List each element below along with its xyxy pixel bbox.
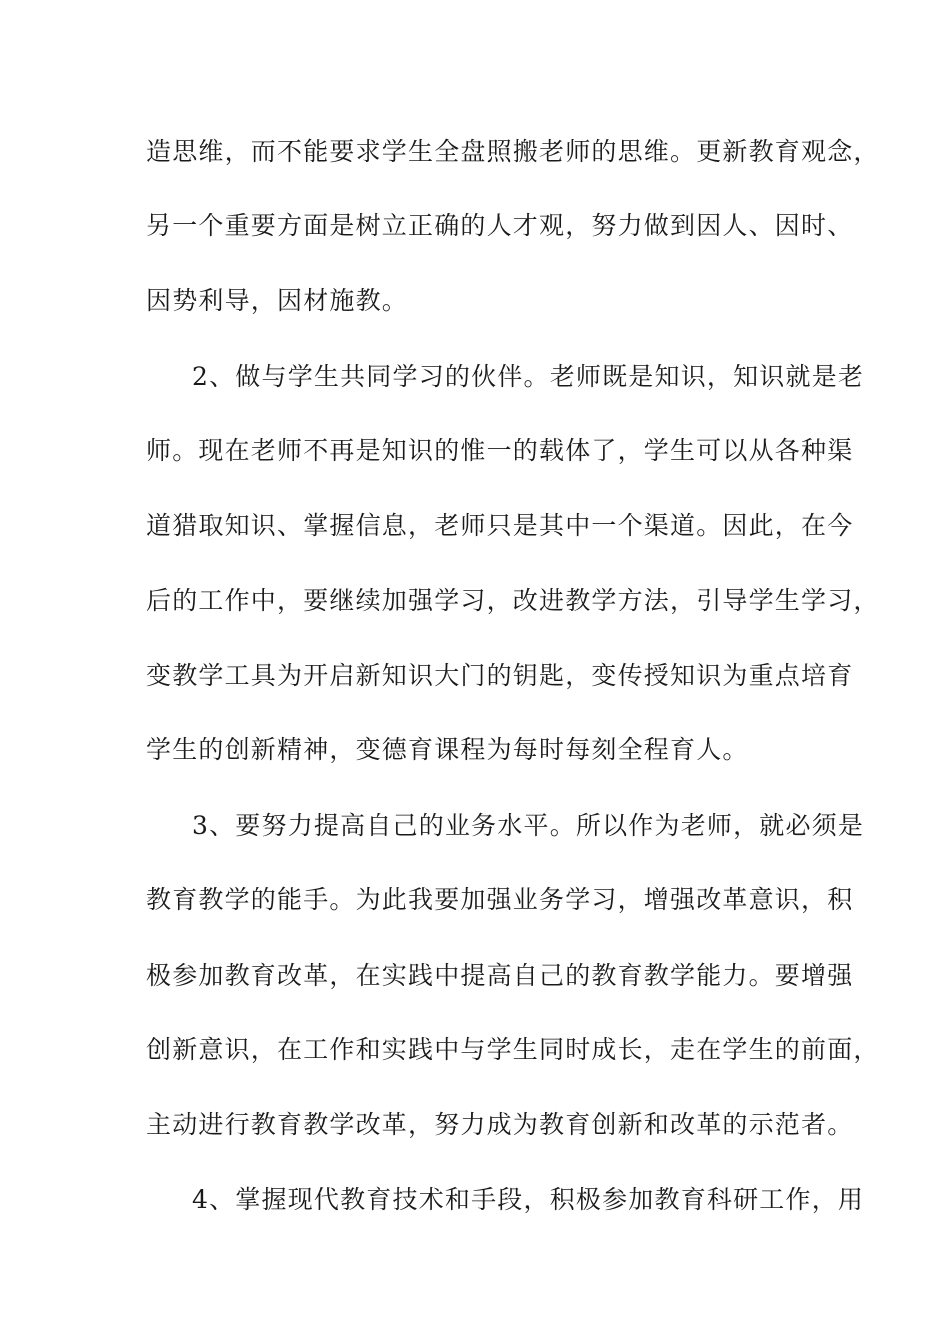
text-line: 因势利导，因材施教。 <box>146 286 409 315</box>
text-line: 教育教学的能手。为此我要加强业务学习，增强改革意识，积 <box>146 885 854 914</box>
text-line: 造思维，而不能要求学生全盘照搬老师的思维。更新教育观念， <box>146 137 880 166</box>
text-line: 另一个重要方面是树立正确的人才观，努力做到因人、因时、 <box>146 211 854 240</box>
paragraph-3-first-line: 3、要努力提高自己的业务水平。所以作为老师，就必须是 <box>192 811 865 840</box>
text-line: 主动进行教育教学改革，努力成为教育创新和改革的示范者。 <box>146 1110 854 1139</box>
text-line: 道猎取知识、掌握信息，老师只是其中一个渠道。因此，在今 <box>146 511 854 540</box>
text-line: 极参加教育改革，在实践中提高自己的教育教学能力。要增强 <box>146 961 854 990</box>
text-line: 师。现在老师不再是知识的惟一的载体了，学生可以从各种渠 <box>146 436 854 465</box>
text-line: 后的工作中，要继续加强学习，改进教学方法，引导学生学习， <box>146 586 880 615</box>
text-line: 变教学工具为开启新知识大门的钥匙，变传授知识为重点培育 <box>146 661 854 690</box>
text-line: 创新意识，在工作和实践中与学生同时成长，走在学生的前面， <box>146 1035 880 1064</box>
text-line: 学生的创新精神，变德育课程为每时每刻全程育人。 <box>146 735 749 764</box>
paragraph-2-first-line: 2、做与学生共同学习的伙伴。老师既是知识，知识就是老 <box>192 362 865 391</box>
paragraph-4-first-line: 4、掌握现代教育技术和手段，积极参加教育科研工作，用 <box>192 1185 865 1214</box>
